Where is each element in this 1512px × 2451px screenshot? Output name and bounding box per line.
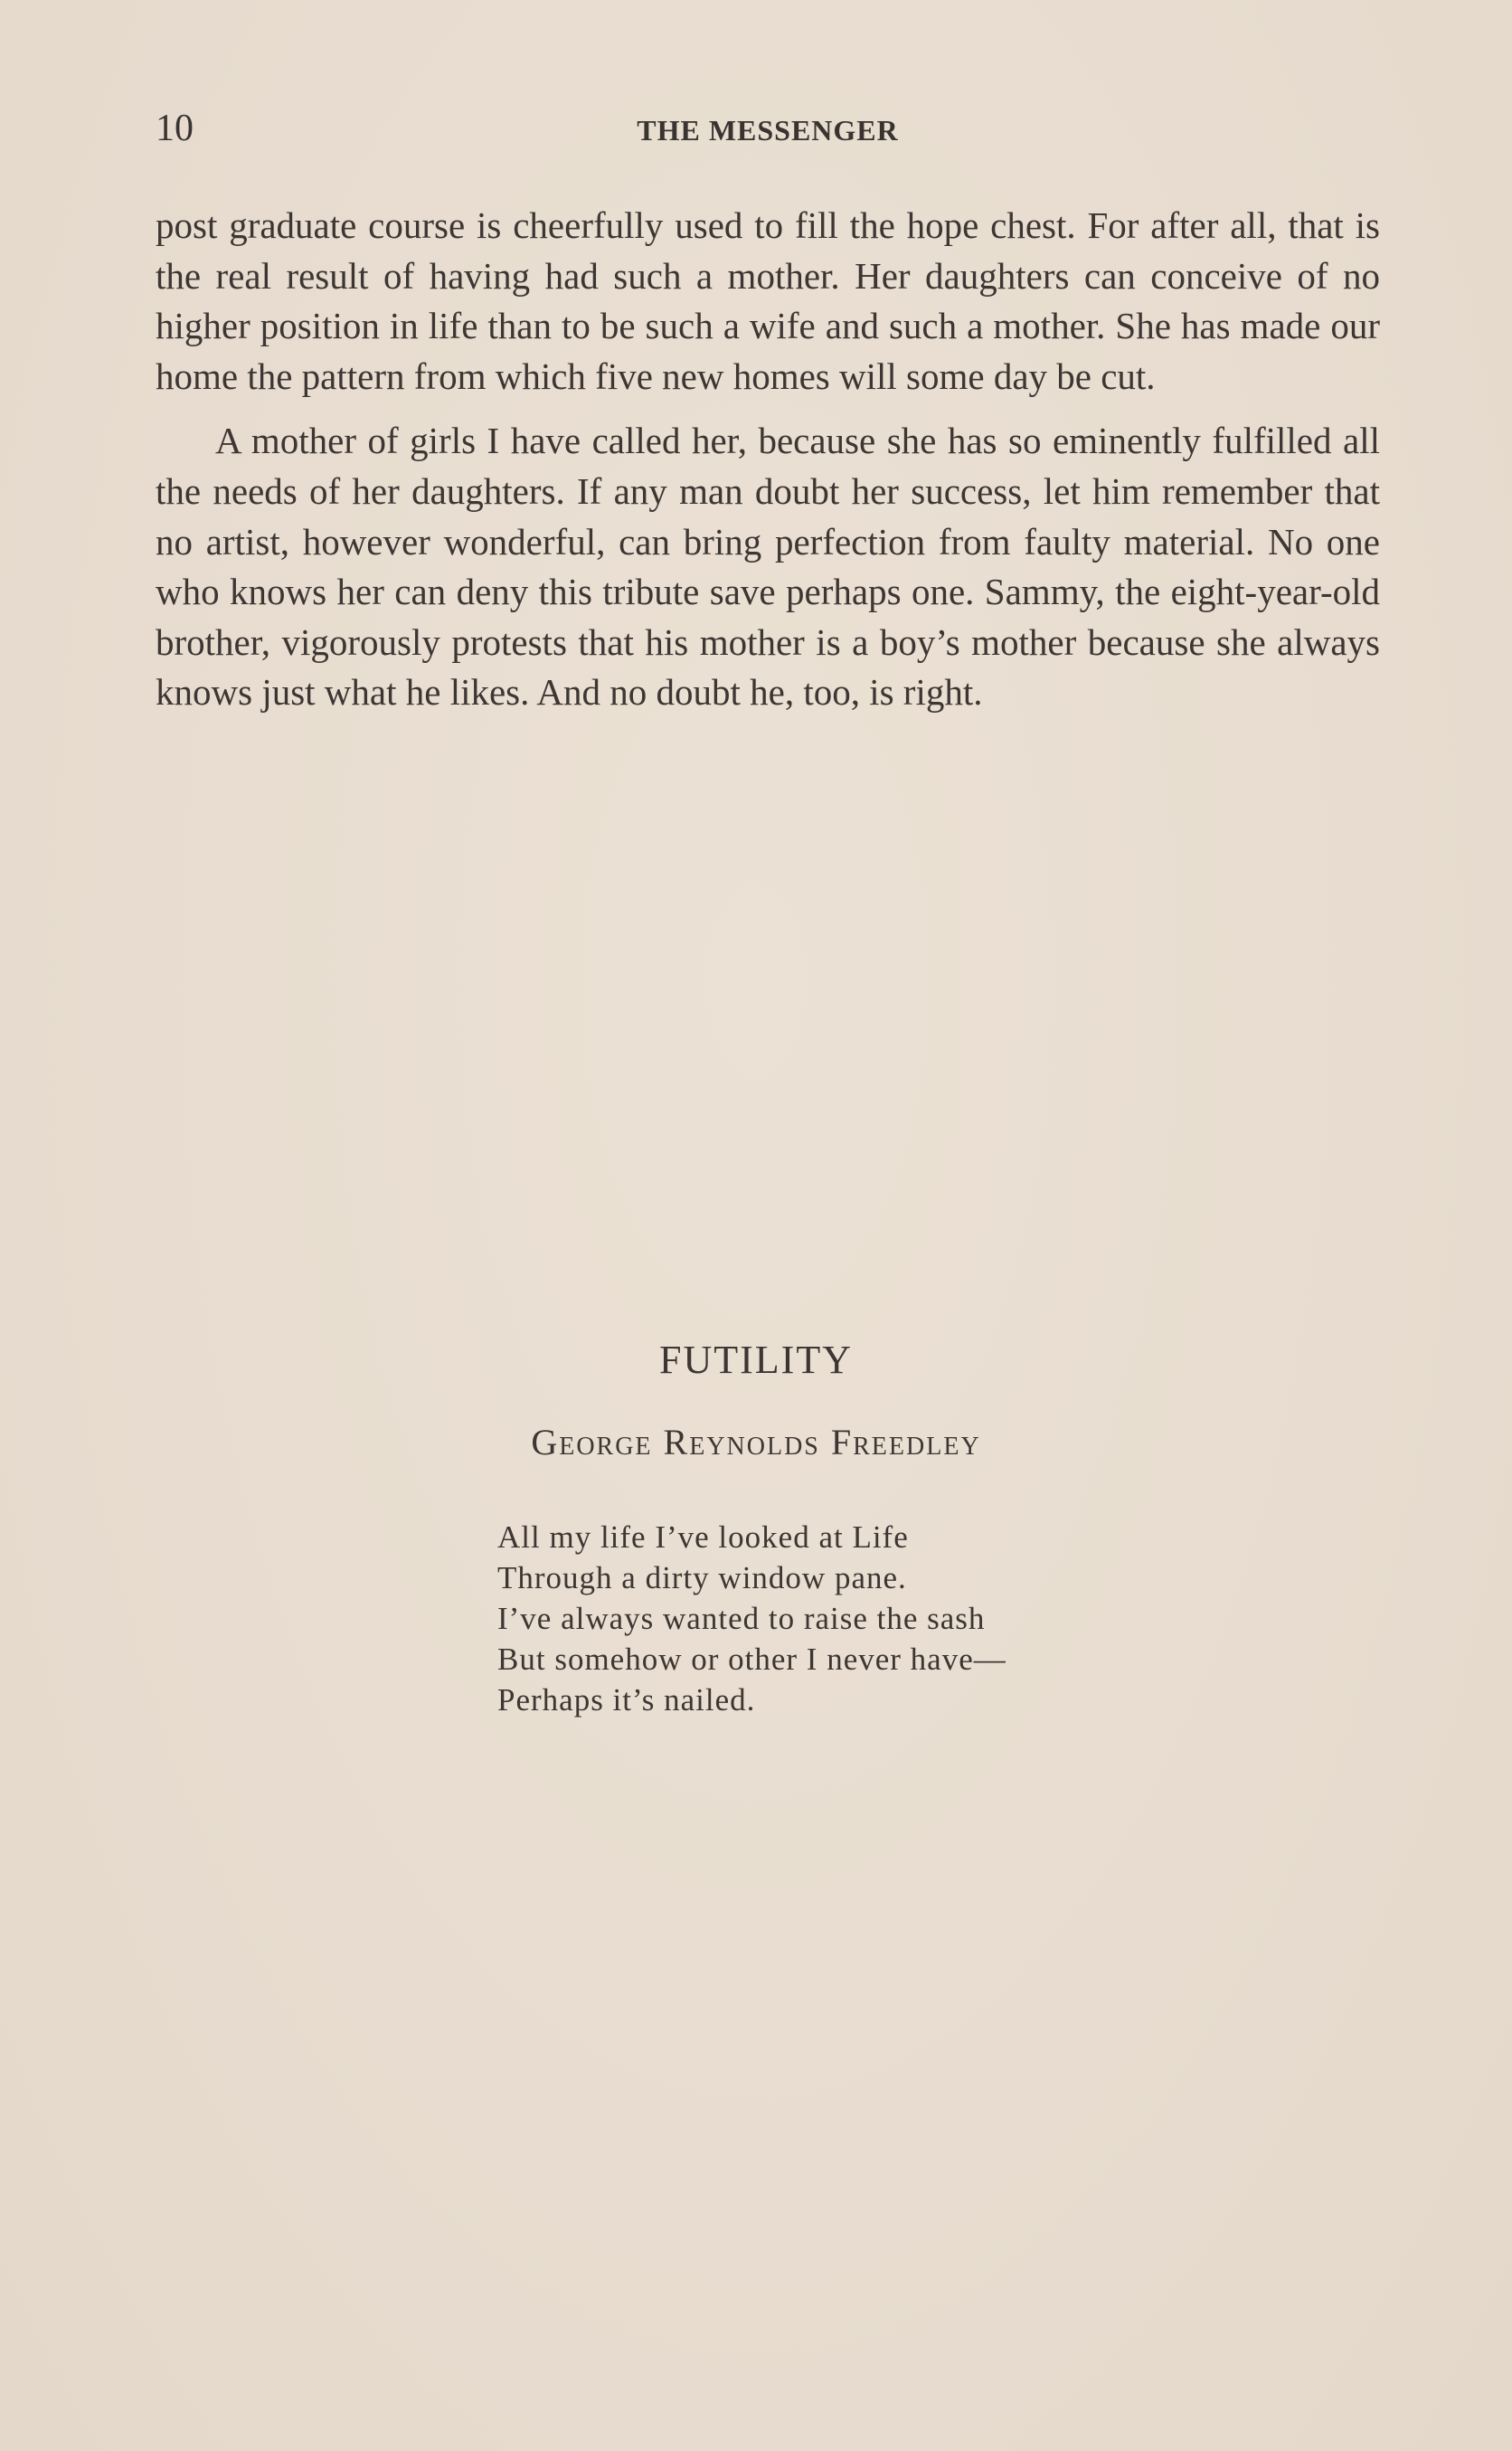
- article-body: [156, 201, 1380, 718]
- poem-title: FUTILITY: [659, 1338, 853, 1382]
- journal-title: THE MESSENGER: [637, 114, 899, 147]
- poem-body: [497, 1517, 1130, 1720]
- poem-line: But somehow or other I never have—: [497, 1642, 1006, 1677]
- poem-line: All my life I’ve looked at Life: [497, 1519, 909, 1555]
- poem-author: George Reynolds Freedley: [531, 1422, 981, 1462]
- paragraph-continued: post graduate course is cheerfully used to fill the hope chest. For after all, that is the real result of having had such a mother. Her daughters can conceive of no higher position in life than to be such a wife and such a mother. She has made our home the pattern from which five new homes will some day be cut.: [156, 204, 1380, 397]
- running-head: [156, 101, 1380, 156]
- poem-line: Through a dirty window pane.: [497, 1560, 907, 1595]
- paragraph: A mother of girls I have called her, because she has so eminently fulfilled all the needs of her daughters. If any man doubt her success, let him remember that no artist, however wonderful, can bring perfection from faulty material. No one who knows her can deny this tribute save perhaps one. Sammy, the eight-year-old brother, vigorously protests that his mother is a boy’s mother because she always knows just what he likes. And no doubt he, too, is right.: [156, 420, 1380, 714]
- poem-line: I’ve always wanted to raise the sash: [497, 1601, 986, 1636]
- poem-line: Perhaps it’s nailed.: [497, 1682, 756, 1718]
- page-number: 10: [156, 108, 194, 149]
